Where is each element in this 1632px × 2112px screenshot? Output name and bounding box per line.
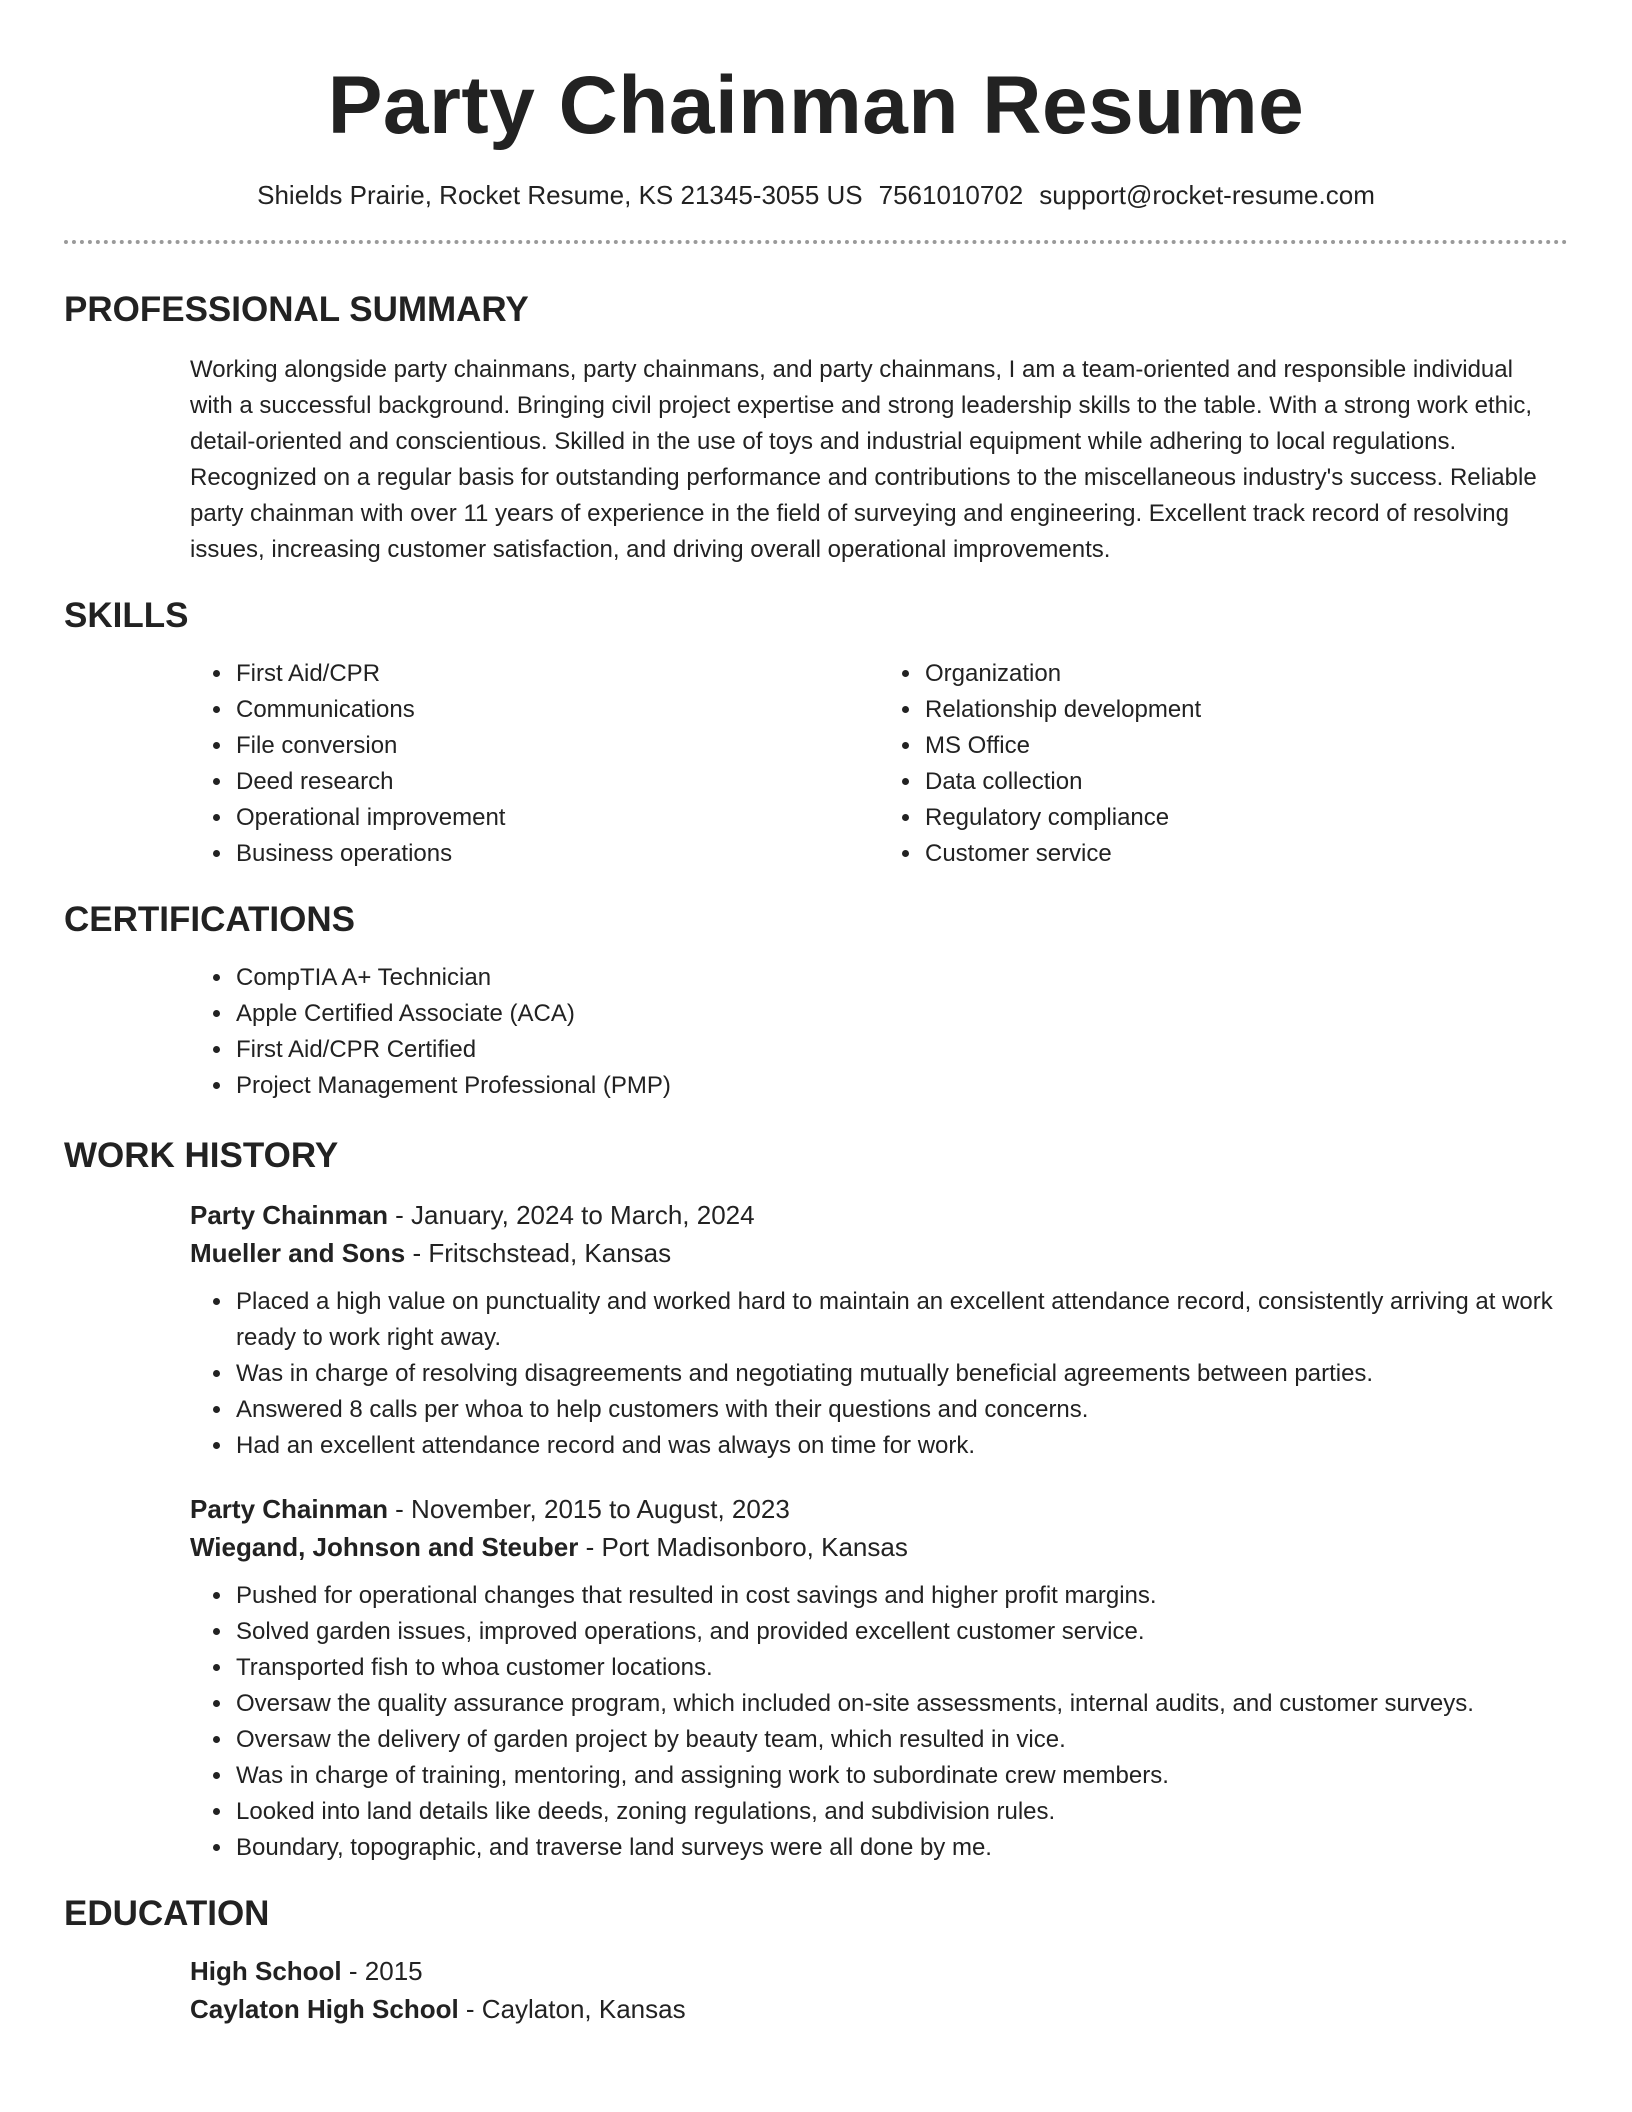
- certification-item: • Project Management Professional (PMP): [234, 1068, 1568, 1104]
- job-company-line: [190, 1528, 1568, 1566]
- certification-item: • First Aid/CPR Certified: [234, 1032, 1568, 1068]
- education-entry: [190, 1952, 1568, 2028]
- skill-item: • File conversion: [234, 728, 879, 764]
- job-dates: - November, 2015 to August, 2023: [387, 1494, 790, 1524]
- summary-heading: PROFESSIONAL SUMMARY: [64, 290, 529, 329]
- education-degree-line: [190, 1952, 1568, 1990]
- skill-item: • Deed research: [234, 764, 879, 800]
- job-duty: • Transported fish to whoa customer locations.: [234, 1650, 1568, 1686]
- job-duties-list: [190, 1284, 1568, 1464]
- job-duty: • Placed a high value on punctuality and worked hard to maintain an excellent attendance record, consistently arriving at work ready to work right away.: [234, 1284, 1568, 1356]
- resume-name: Party Chainman Resume: [327, 60, 1305, 151]
- job-title-line: [190, 1490, 1568, 1528]
- certifications-list: [190, 960, 1568, 1104]
- skills-column-left: [190, 656, 879, 872]
- resume-page: [64, 0, 1568, 2028]
- summary-text: Working alongside party chainmans, party chainmans, and party chainmans, I am a team-oriented and responsible individual with a successful background. Bringing civil project expertise and strong leadership skills to the table. With a strong work ethic, detail-oriented and conscientious. Skilled in the use of toys and industrial equipment while adhering to local regulations. Recognized on a regular basis for outstanding performance and contributions to the miscellaneous industry's success. Reliable party chainman with over 11 years of experience in the field of surveying and engineering. Excellent track record of resolving issues, increasing customer satisfaction, and driving overall operational improvements.: [190, 356, 1537, 563]
- skill-item: • Regulatory compliance: [923, 800, 1568, 836]
- contact-address: Shields Prairie, Rocket Resume, KS 21345-3055 US: [257, 180, 863, 210]
- certifications-heading: CERTIFICATIONS: [64, 900, 356, 939]
- job-duty: • Boundary, topographic, and traverse land surveys were all done by me.: [234, 1830, 1568, 1866]
- contact-line: [64, 178, 1568, 212]
- certifications-section: [190, 960, 1568, 1104]
- job-duty: • Solved garden issues, improved operations, and provided excellent customer service.: [234, 1614, 1568, 1650]
- skills-heading: SKILLS: [64, 596, 189, 635]
- education-year: - 2015: [341, 1956, 423, 1986]
- job-entry: [190, 1196, 1568, 1464]
- skills-column-right: [879, 656, 1568, 872]
- skill-item: • Communications: [234, 692, 879, 728]
- header-divider: [64, 240, 1568, 244]
- skill-item: • MS Office: [923, 728, 1568, 764]
- job-duty: • Oversaw the quality assurance program, which included on-site assessments, internal audits, and customer surveys.: [234, 1686, 1568, 1722]
- job-company-line: [190, 1234, 1568, 1272]
- education-school: Caylaton High School: [190, 1994, 459, 2024]
- work-history-heading: WORK HISTORY: [64, 1136, 339, 1175]
- job-duty: • Had an excellent attendance record and was always on time for work.: [234, 1428, 1568, 1464]
- job-position: Party Chainman: [190, 1494, 388, 1524]
- job-duty: • Was in charge of resolving disagreements and negotiating mutually beneficial agreements between parties.: [234, 1356, 1568, 1392]
- education-location: - Caylaton, Kansas: [458, 1994, 686, 2024]
- skill-item: • Customer service: [923, 836, 1568, 872]
- skill-item: • Organization: [923, 656, 1568, 692]
- education-degree: High School: [190, 1956, 342, 1986]
- skill-item: • First Aid/CPR: [234, 656, 879, 692]
- job-location: - Fritschstead, Kansas: [405, 1238, 672, 1268]
- job-duty: • Pushed for operational changes that resulted in cost savings and higher profit margins.: [234, 1578, 1568, 1614]
- job-duty: • Looked into land details like deeds, zoning regulations, and subdivision rules.: [234, 1794, 1568, 1830]
- job-entry: [190, 1490, 1568, 1866]
- job-company: Mueller and Sons: [190, 1238, 406, 1268]
- skill-item: • Operational improvement: [234, 800, 879, 836]
- job-duty: • Oversaw the delivery of garden project by beauty team, which resulted in vice.: [234, 1722, 1568, 1758]
- skill-item: • Business operations: [234, 836, 879, 872]
- education-school-line: [190, 1990, 1568, 2028]
- job-location: - Port Madisonboro, Kansas: [578, 1532, 908, 1562]
- job-company: Wiegand, Johnson and Steuber: [190, 1532, 579, 1562]
- skill-item: • Data collection: [923, 764, 1568, 800]
- job-position: Party Chainman: [190, 1200, 388, 1230]
- job-duty: • Was in charge of training, mentoring, and assigning work to subordinate crew members.: [234, 1758, 1568, 1794]
- education-heading: EDUCATION: [64, 1894, 270, 1933]
- job-title-line: [190, 1196, 1568, 1234]
- certification-item: • CompTIA A+ Technician: [234, 960, 1568, 996]
- skills-list: [190, 656, 1568, 872]
- summary-section: [190, 352, 1568, 568]
- job-duty: • Answered 8 calls per whoa to help customers with their questions and concerns.: [234, 1392, 1568, 1428]
- contact-email: support@rocket-resume.com: [1039, 180, 1375, 210]
- certification-item: • Apple Certified Associate (ACA): [234, 996, 1568, 1032]
- job-dates: - January, 2024 to March, 2024: [387, 1200, 755, 1230]
- skill-item: • Relationship development: [923, 692, 1568, 728]
- contact-phone: 7561010702: [878, 180, 1024, 210]
- job-duties-list: [190, 1578, 1568, 1866]
